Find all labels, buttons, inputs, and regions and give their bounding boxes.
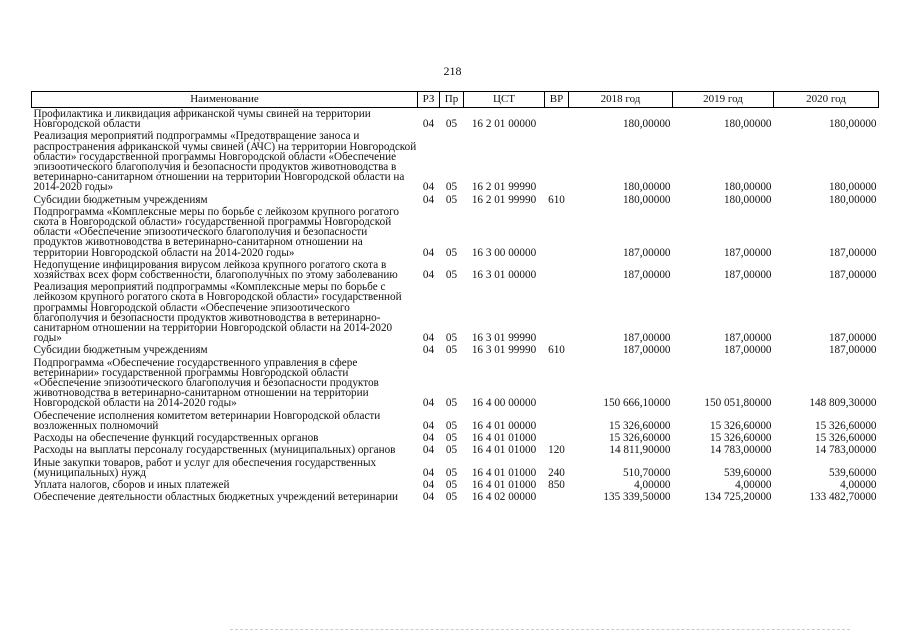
row-rz: 04 (422, 246, 435, 259)
row-2018: 15 326,60000 (608, 419, 671, 432)
row-2019: 150 051,80000 (704, 397, 772, 410)
row-2018: 187,00000 (622, 344, 671, 357)
row-vr: 610 (548, 193, 565, 206)
table-row (32, 281, 879, 344)
row-cst: 16 3 01 99990 (471, 332, 537, 345)
row-name: Субсидии бюджетным учреждениям (33, 344, 208, 357)
header-vr: ВР (545, 92, 569, 108)
row-pr: 05 (445, 269, 458, 282)
row-rz: 04 (422, 193, 435, 206)
header-pr: Пр (440, 92, 464, 108)
row-name: Расходы на обеспечение функций государственных органов (33, 432, 319, 445)
row-cst: 16 4 01 01000 (471, 466, 537, 479)
row-2019: 180,00000 (723, 181, 772, 194)
header-cst: ЦСТ (464, 92, 545, 108)
row-cst: 16 4 00 00000 (471, 397, 537, 410)
row-vr: 120 (548, 444, 565, 457)
row-cst: 16 3 01 99990 (471, 344, 537, 357)
row-pr: 05 (445, 246, 458, 259)
table-row (32, 194, 879, 206)
table-row (32, 108, 879, 131)
table-body (32, 108, 879, 504)
row-2019: 134 725,20000 (704, 491, 772, 504)
row-cst: 16 4 01 01000 (471, 444, 537, 457)
row-name: Обеспечение деятельности областных бюджетных учреждений ветеринарии (33, 491, 399, 504)
row-name: Обеспечение исполнения комитетом ветеринарии Новгородской области возложенных полномочий (33, 409, 381, 432)
row-2018: 187,00000 (622, 269, 671, 282)
row-name: Уплата налогов, сборов и иных платежей (33, 478, 230, 491)
row-rz: 04 (422, 478, 435, 491)
row-2020: 15 326,60000 (814, 432, 877, 445)
row-2019: 187,00000 (723, 332, 772, 345)
row-2018: 187,00000 (622, 332, 671, 345)
row-name: Субсидии бюджетным учреждениям (33, 193, 208, 206)
row-2020: 187,00000 (828, 344, 877, 357)
row-2018: 510,70000 (622, 466, 671, 479)
row-vr (545, 259, 569, 281)
row-name: Иные закупки товаров, работ и услуг для обеспечения государственных (муниципальных) нужд (33, 456, 377, 479)
table-row (32, 444, 879, 456)
row-name: Подпрограмма «Комплексные меры по борьбе с лейкозом крупного рогатого скота в Новгородской области» государственной программы Новгородской области «Обеспечение эпизоотического благополучия и безопасности продуктов животноводства в ветеринарно-санитарном отношении на территории Новгородской области на 2014-2020 годы» (33, 205, 400, 259)
row-cst: 16 4 01 00000 (471, 419, 537, 432)
header-name: Наименование (32, 92, 418, 108)
table-row (32, 206, 879, 259)
row-2019: 15 326,60000 (709, 432, 772, 445)
row-2019: 15 326,60000 (709, 419, 772, 432)
header-2018: 2018 год (569, 92, 673, 108)
row-name: Недопущение инфицирования вирусом лейкоза крупного рогатого скота в хозяйствах всех форм собственности, благополучных по этому заболеванию (33, 258, 398, 282)
row-2018: 4,00000 (634, 478, 671, 491)
row-2019: 4,00000 (735, 478, 772, 491)
row-vr (545, 281, 569, 344)
row-2020: 539,60000 (828, 466, 877, 479)
row-cst: 16 4 01 01000 (471, 432, 537, 445)
budget-table (31, 91, 879, 503)
row-name: Расходы на выплаты персоналу государственных (муниципальных) органов (33, 444, 396, 457)
row-2020: 14 783,00000 (814, 444, 877, 457)
row-2020: 187,00000 (828, 246, 877, 259)
row-rz: 04 (422, 344, 435, 357)
row-vr: 610 (548, 344, 565, 357)
row-rz: 04 (422, 491, 435, 504)
row-2020: 180,00000 (828, 181, 877, 194)
table-header-row (32, 92, 879, 108)
row-cst: 16 3 00 00000 (471, 246, 537, 259)
row-pr: 05 (445, 193, 458, 206)
row-pr: 05 (445, 419, 458, 432)
row-cst: 16 2 01 99990 (471, 181, 537, 194)
footer-scan-line (230, 629, 850, 632)
header-2019: 2019 год (673, 92, 774, 108)
table-row (32, 130, 879, 193)
row-vr: 850 (548, 478, 565, 491)
row-rz: 04 (422, 466, 435, 479)
row-vr (545, 491, 569, 503)
row-vr (545, 206, 569, 259)
row-pr: 05 (445, 444, 458, 457)
row-rz: 04 (422, 397, 435, 410)
row-rz: 04 (422, 444, 435, 457)
row-pr: 05 (445, 491, 458, 504)
row-rz: 04 (422, 269, 435, 282)
row-rz: 04 (422, 332, 435, 345)
row-2020: 148 809,30000 (809, 397, 877, 410)
row-name: Подпрограмма «Обеспечение государственного управления в сфере ветеринарии» государственной программы Новгородской области «Обеспечение эпизоотического благополучия и безопасности продуктов животноводства в ветеринарно-санитарном отношении на территории Новгородской области на 2014-2020 годы» (33, 356, 379, 410)
row-pr: 05 (445, 344, 458, 357)
row-pr: 05 (445, 478, 458, 491)
row-vr (545, 108, 569, 131)
table-row (32, 259, 879, 281)
header-2020: 2020 год (774, 92, 879, 108)
row-cst: 16 3 01 00000 (471, 269, 537, 282)
row-2018: 135 339,50000 (603, 491, 671, 504)
row-name: Реализация мероприятий подпрограммы «Предотвращение заноса и распространения африканской чумы свиней (АЧС) на территории Новгородской области» государственной программы Новгородской области «Обеспечение эпизоотического благополучия и безопасности продуктов животноводства в ветеринарно-санитарном отношении на территории Новгородской области на 2014-2020 годы» (33, 130, 417, 194)
row-vr (545, 432, 569, 444)
row-2018: 180,00000 (622, 193, 671, 206)
table-row (32, 491, 879, 503)
row-cst: 16 4 01 01000 (471, 478, 537, 491)
row-pr: 05 (445, 466, 458, 479)
header-rz: РЗ (418, 92, 440, 108)
row-2020: 15 326,60000 (814, 419, 877, 432)
row-pr: 05 (445, 332, 458, 345)
row-2019: 180,00000 (723, 193, 772, 206)
row-rz: 04 (422, 419, 435, 432)
row-2020: 187,00000 (828, 332, 877, 345)
row-vr (545, 410, 569, 432)
row-vr (545, 357, 569, 410)
row-2018: 15 326,60000 (608, 432, 671, 445)
row-cst: 16 2 01 99990 (471, 193, 537, 206)
row-2018: 14 811,90000 (609, 444, 671, 457)
row-2019: 539,60000 (723, 466, 772, 479)
table-row (32, 357, 879, 410)
table-row (32, 457, 879, 479)
row-cst: 16 4 02 00000 (471, 491, 537, 504)
row-rz: 04 (422, 118, 435, 131)
row-cst: 16 2 01 00000 (471, 118, 537, 131)
row-2019: 187,00000 (723, 344, 772, 357)
row-name: Реализация мероприятий подпрограммы «Комплексные меры по борьбе с лейкозом крупного рогатого скота в Новгородской области» государственной программы Новгородской области «Обеспечение эпизоотического благополучия и безопасности продуктов животноводства в ветеринарно-санитарном отношении на территории Новгородской области на 2014-2020 годы» (33, 281, 402, 345)
row-2018: 187,00000 (622, 246, 671, 259)
page-number: 218 (443, 64, 462, 78)
row-2018: 150 666,10000 (603, 397, 671, 410)
table-row (32, 432, 879, 444)
row-2019: 187,00000 (723, 269, 772, 282)
row-2020: 180,00000 (828, 193, 877, 206)
row-vr: 240 (548, 466, 565, 479)
row-2020: 187,00000 (828, 269, 877, 282)
row-rz: 04 (422, 181, 435, 194)
row-2019: 187,00000 (723, 246, 772, 259)
row-2020: 4,00000 (840, 478, 877, 491)
row-2019: 180,00000 (723, 118, 772, 131)
row-name: Профилактика и ликвидация африканской чумы свиней на территории Новгородской области (33, 108, 371, 131)
row-vr (545, 130, 569, 193)
row-pr: 05 (445, 432, 458, 445)
row-rz: 04 (422, 432, 435, 445)
table-row (32, 344, 879, 356)
table-row (32, 479, 879, 491)
table-row (32, 410, 879, 432)
row-pr: 05 (445, 397, 458, 410)
row-2018: 180,00000 (622, 118, 671, 131)
row-2019: 14 783,00000 (709, 444, 772, 457)
row-2018: 180,00000 (622, 181, 671, 194)
row-2020: 133 482,70000 (809, 491, 877, 504)
row-2020: 180,00000 (828, 118, 877, 131)
row-pr: 05 (445, 118, 458, 131)
row-pr: 05 (445, 181, 458, 194)
